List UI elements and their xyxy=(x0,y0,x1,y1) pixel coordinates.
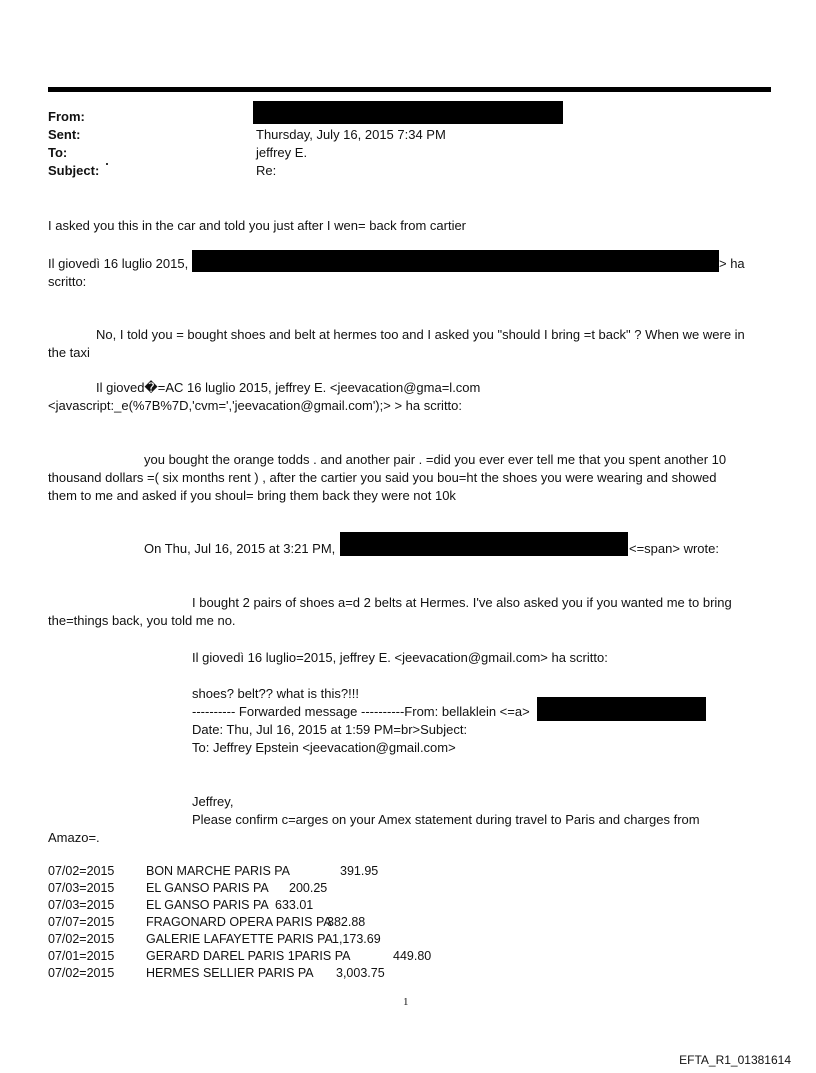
quote-intro-2: Il gioved�=AC 16 luglio 2015, jeffrey E. <jeevacation@gma=l.com xyxy=(96,380,481,395)
quote-intro-4: Il giovedì 16 luglio=2015, jeffrey E. <jeevacation@gmail.com> ha scritto: xyxy=(192,650,608,665)
body-paragraph-5-line3: them to me and asked if you shoul= bring them back they were not 10k xyxy=(48,488,456,503)
header-rule xyxy=(48,87,771,92)
to-label: To: xyxy=(48,145,68,160)
forwarded-to-line: To: Jeffrey Epstein <jeevacation@gmail.com> xyxy=(192,740,456,755)
body-paragraph-3: No, I told you = bought shoes and belt at hermes too and I asked you "should I bring =t back" ? When we were in xyxy=(96,327,745,342)
charge-amount: 449.80 xyxy=(393,949,432,963)
sent-label: Sent: xyxy=(48,127,81,142)
charge-amount: 391.95 xyxy=(340,864,379,878)
sent-value: Thursday, July 16, 2015 7:34 PM xyxy=(256,127,446,142)
redacted-sender-1 xyxy=(192,250,719,272)
stray-mark xyxy=(106,163,108,165)
body-paragraph-5: you bought the orange todds . and another pair . =did you ever ever tell me that you spent another 10 xyxy=(144,452,727,467)
quote-intro-1: Il giovedì 16 luglio 2015, xyxy=(48,256,189,271)
body-paragraph-5-line2: thousand dollars =( six months rent ) , after the cartier you said you bou=ht the shoes you were wearing and showed xyxy=(48,470,717,485)
body-paragraph-1: I asked you this in the car and told you just after I wen= back from cartier xyxy=(48,218,467,233)
to-value: jeffrey E. xyxy=(256,145,308,160)
charge-date: 07/02=2015 xyxy=(48,932,115,946)
subject-value: Re: xyxy=(256,163,277,178)
charge-merchant: EL GANSO PARIS PA xyxy=(146,881,269,895)
charge-merchant: GERARD DAREL PARIS 1PARIS PA xyxy=(146,949,351,963)
body-paragraph-14-cont: Amazo=. xyxy=(48,830,100,845)
subject-label: Subject: xyxy=(48,163,100,178)
charge-amount: 1,173.69 xyxy=(332,932,381,946)
quote-intro-2-cont: <javascript:_e(%7B%7D,'cvm=','jeevacation@gmail.com');> > ha scritto: xyxy=(48,398,463,413)
charge-amount: 382.88 xyxy=(327,915,366,929)
body-paragraph-7: I bought 2 pairs of shoes a=d 2 belts at Hermes. I've also asked you if you wanted me to bring xyxy=(192,595,732,610)
charge-merchant: HERMES SELLIER PARIS PA xyxy=(146,966,314,980)
bates-number: EFTA_R1_01381614 xyxy=(679,1053,791,1067)
charge-date: 07/01=2015 xyxy=(48,949,115,963)
charge-merchant: EL GANSO PARIS PA xyxy=(146,898,269,912)
page-number: 1 xyxy=(403,996,409,1008)
forwarded-date-line: Date: Thu, Jul 16, 2015 at 1:59 PM=br>Subject: xyxy=(192,722,468,737)
body-paragraph-9: shoes? belt?? what is this?!!! xyxy=(192,686,359,701)
charge-amount: 3,003.75 xyxy=(336,966,385,980)
charge-merchant: GALERIE LAFAYETTE PARIS PA xyxy=(146,932,333,946)
charge-date: 07/02=2015 xyxy=(48,864,115,878)
redacted-from-block xyxy=(253,101,563,124)
body-paragraph-3-cont: the taxi xyxy=(48,345,90,360)
charge-date: 07/02=2015 xyxy=(48,966,115,980)
from-label: From: xyxy=(48,109,85,124)
quote-intro-3-suffix: <=span> wrote: xyxy=(629,541,719,556)
body-paragraph-7-cont: the=things back, you told me no. xyxy=(48,613,236,628)
charge-date: 07/03=2015 xyxy=(48,881,115,895)
charge-amount: 633.01 xyxy=(275,898,314,912)
forwarded-message-header: ---------- Forwarded message ----------From: bellaklein <=a> xyxy=(192,704,530,719)
charge-date: 07/07=2015 xyxy=(48,915,115,929)
charge-date: 07/03=2015 xyxy=(48,898,115,912)
quote-intro-1-cont: scritto: xyxy=(48,274,87,289)
charge-merchant: BON MARCHE PARIS PA xyxy=(146,864,291,878)
quote-intro-1-suffix: > ha xyxy=(719,256,745,271)
body-paragraph-14: Please confirm c=arges on your Amex statement during travel to Paris and charges from xyxy=(192,812,700,827)
charge-amount: 200.25 xyxy=(289,881,328,895)
redacted-sender-2 xyxy=(340,532,628,556)
charge-merchant: FRAGONARD OPERA PARIS PA xyxy=(146,915,332,929)
redacted-forward-address xyxy=(537,697,706,721)
salutation: Jeffrey, xyxy=(192,794,234,809)
quote-intro-3: On Thu, Jul 16, 2015 at 3:21 PM, xyxy=(144,541,336,556)
